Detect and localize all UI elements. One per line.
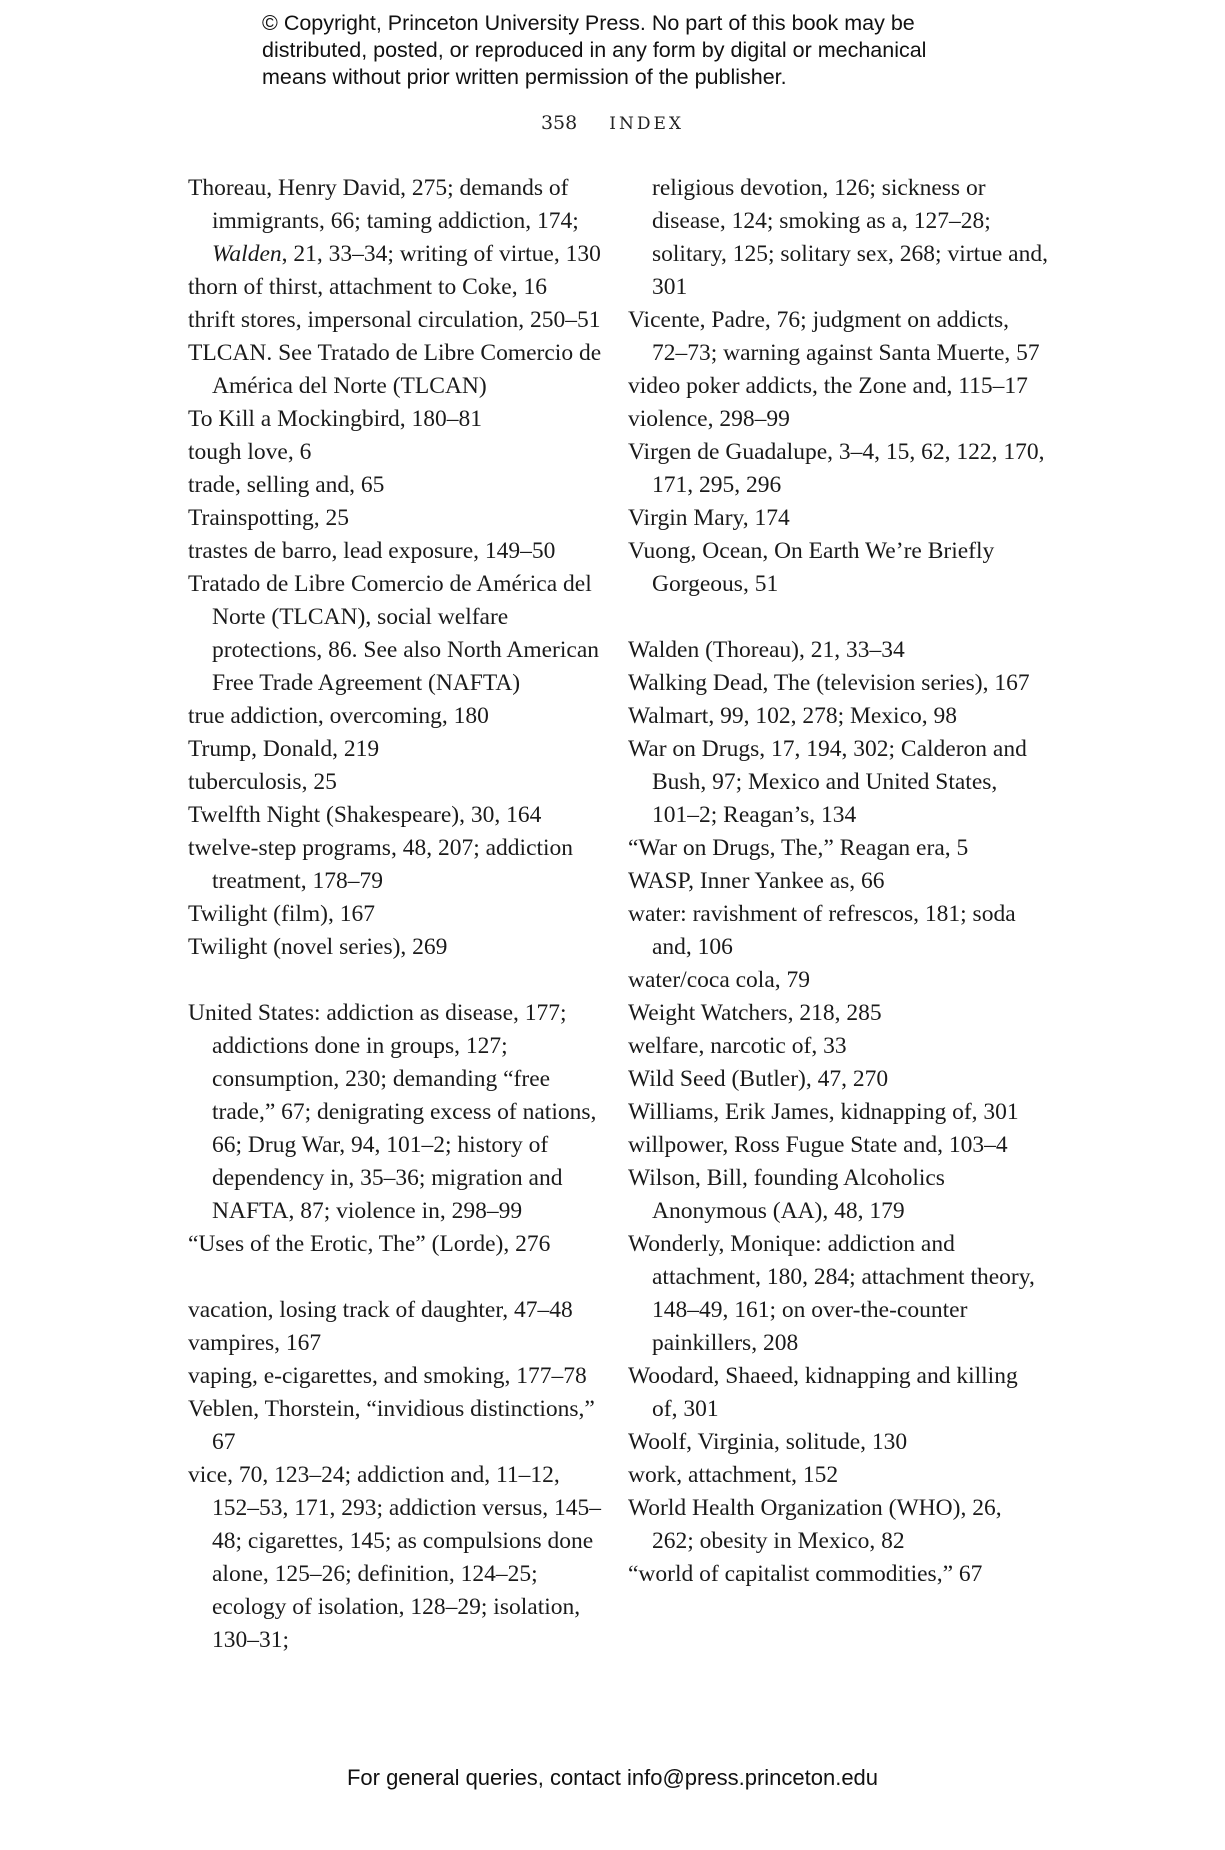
index-entry [188,1393,608,1459]
index-entry [188,304,608,337]
index-entry [628,304,1048,370]
index-entry-text: Walmart, 99, 102, 278; Mexico, 98 [628,703,958,729]
letter-group-gap [188,1261,608,1294]
index-entry [628,1492,1048,1558]
index-entry-text: Walden (Thoreau), 21, 33–34 [628,637,905,663]
section-title: INDEX [609,114,685,134]
index-entry-text: Vuong, Ocean, On Earth We’re Briefly Gorgeous, 51 [628,538,995,597]
index-entry [188,700,608,733]
index-entry [628,1162,1048,1228]
footer-contact: For general queries, contact info@press.princeton.edu [346,1765,879,1790]
index-entry-text: true addiction, overcoming, 180 [188,703,489,729]
index-entry-text: Tratado de Libre Comercio de América del Norte (TLCAN), social welfare protections, 86. See also North American Free Trade Agreement (NAFTA) [188,571,600,696]
index-entry [188,733,608,766]
index-entry [628,1063,1048,1096]
index-entry [628,502,1048,535]
copyright-notice [262,10,982,91]
index-entry [188,1459,608,1657]
index-entry-text: United States: addiction as disease, 177; addictions done in groups, 127; consumption, 230; demanding “free trade,” 67; denigrating excess of nations, 66; Drug War, 94, 101–2; history of dependency in, 35–36; migration and NAFTA, 87; violence in, 298–99 [188,1000,597,1224]
page-number: 358 [540,112,578,134]
index-entry [628,403,1048,436]
index-entry-text: To Kill a Mockingbird, 180–81 [188,406,483,432]
index-entry [628,700,1048,733]
index-entry [188,502,608,535]
index-entry [188,997,608,1228]
index-entry [188,568,608,700]
index-entry [188,337,608,403]
letter-group-gap [628,601,1048,634]
index-entry-text: Twilight (novel series), 269 [188,934,448,960]
index-entry-text: Woodard, Shaeed, kidnapping and killing of, 301 [628,1363,1018,1422]
index-entry-text: Weight Watchers, 218, 285 [628,1000,882,1026]
index-entry-text: WASP, Inner Yankee as, 66 [628,868,885,894]
index-entry-text: Virgen de Guadalupe, 3–4, 15, 62, 122, 170, 171, 295, 296 [628,439,1045,498]
index-entry-text: trade, selling and, 65 [188,472,385,498]
index-entry-text: religious devotion, 126; sickness or disease, 124; smoking as a, 127–28; solitary, 125; solitary sex, 268; virtue and, 301 [652,175,1048,300]
index-entry [628,865,1048,898]
index-entry [188,271,608,304]
index-entry-text: vacation, losing track of daughter, 47–48 [188,1297,573,1323]
index-entry-text: Vicente, Padre, 76; judgment on addicts, 72–73; warning against Santa Muerte, 57 [628,307,1040,366]
copyright-line: distributed, posted, or reproduced in any form by digital or mechanical [262,38,927,62]
index-column-left [188,172,608,1657]
index-entry-text: water: ravishment of refrescos, 181; soda and, 106 [628,901,1016,960]
index-entry [628,172,1048,304]
index-entry-text: Thoreau, Henry David, 275; demands of immigrants, 66; taming addiction, 174; [188,175,579,234]
index-entry [628,370,1048,403]
index-entry-text: Walking Dead, The (television series), 167 [628,670,1030,696]
letter-group-gap [188,964,608,997]
index-entry [188,1294,608,1327]
index-entry [628,1360,1048,1426]
index-entry-text: welfare, narcotic of, 33 [628,1033,847,1059]
copyright-line: © Copyright, Princeton University Press. No part of this book may be [262,11,915,35]
index-entry-text: TLCAN. See Tratado de Libre Comercio de América del Norte (TLCAN) [188,340,602,399]
index-entry-text: tuberculosis, 25 [188,769,337,795]
index-entry-text: video poker addicts, the Zone and, 115–17 [628,373,1028,399]
index-entry [628,1228,1048,1360]
index-entry [628,997,1048,1030]
index-entry [188,931,608,964]
index-entry [188,832,608,898]
index-entry-text: Virgin Mary, 174 [628,505,790,531]
index-entry [628,832,1048,865]
index-entry-text: vice, 70, 123–24; addiction and, 11–12, 152–53, 171, 293; addiction versus, 145–48; cigarettes, 145; as compulsions done alone, 125–26; definition, 124–25; ecology of isolation, 128–29; isolation, 130–31; [188,1462,602,1653]
index-entry-text: tough love, 6 [188,439,312,465]
index-entry-text: , 21, 33–34; writing of virtue, 130 [281,241,601,267]
index-entry-text: “War on Drugs, The,” Reagan era, 5 [628,835,969,861]
index-entry-text: water/coca cola, 79 [628,967,811,993]
index-entry-text: Woolf, Virginia, solitude, 130 [628,1429,908,1455]
index-entry [188,436,608,469]
index-entry-text: vaping, e-cigarettes, and smoking, 177–78 [188,1363,587,1389]
index-entry [628,1459,1048,1492]
index-entry-text: War on Drugs, 17, 194, 302; Calderon and Bush, 97; Mexico and United States, 101–2; Reagan’s, 134 [628,736,1027,828]
index-entry-text: Wonderly, Monique: addiction and attachment, 180, 284; attachment theory, 148–49, 161; on over-the-counter painkillers, 208 [628,1231,1035,1356]
index-entry [628,1030,1048,1063]
copyright-line: means without prior written permission of the publisher. [262,65,787,89]
index-entry [188,469,608,502]
index-entry [628,964,1048,997]
index-entry [628,1129,1048,1162]
index-entry [628,1558,1048,1591]
index-entry [628,1096,1048,1129]
index-entry-text: Wilson, Bill, founding Alcoholics Anonymous (AA), 48, 179 [628,1165,945,1224]
index-entry [188,172,608,271]
index-entry-text: Trainspotting, 25 [188,505,350,531]
index-entry-text: vampires, 167 [188,1330,322,1356]
index-column-right [628,172,1048,1591]
running-head [0,112,1225,134]
index-entry-text: Twilight (film), 167 [188,901,375,927]
index-entry-text: violence, 298–99 [628,406,790,432]
index-entry [628,898,1048,964]
index-entry [628,1426,1048,1459]
index-entry [628,535,1048,601]
index-entry [628,733,1048,832]
index-entry-text: willpower, Ross Fugue State and, 103–4 [628,1132,1008,1158]
index-entry [188,799,608,832]
index-entry [188,403,608,436]
index-entry [628,436,1048,502]
index-entry [188,1228,608,1261]
index-entry [188,1327,608,1360]
index-entry-text: Trump, Donald, 219 [188,736,380,762]
index-entry [188,898,608,931]
index-entry [188,1360,608,1393]
index-entry-text: World Health Organization (WHO), 26, 262; obesity in Mexico, 82 [628,1495,1002,1554]
index-entry-text: Twelfth Night (Shakespeare), 30, 164 [188,802,542,828]
index-entry-text: Veblen, Thorstein, “invidious distinctions,” 67 [188,1396,595,1455]
index-entry-text: Walden [212,241,282,267]
index-entry-text: work, attachment, 152 [628,1462,839,1488]
index-entry-text: twelve-step programs, 48, 207; addiction treatment, 178–79 [188,835,574,894]
index-entry [188,766,608,799]
index-entry-text: Wild Seed (Butler), 47, 270 [628,1066,889,1092]
index-entry-text: “Uses of the Erotic, The” (Lorde), 276 [188,1231,551,1257]
index-entry [628,634,1048,667]
index-entry [628,667,1048,700]
index-entry [188,535,608,568]
index-entry-text: thrift stores, impersonal circulation, 250–51 [188,307,601,333]
index-entry-text: trastes de barro, lead exposure, 149–50 [188,538,556,564]
index-entry-text: “world of capitalist commodities,” 67 [628,1561,983,1587]
index-entry-text: thorn of thirst, attachment to Coke, 16 [188,274,547,300]
index-entry-text: Williams, Erik James, kidnapping of, 301 [628,1099,1019,1125]
